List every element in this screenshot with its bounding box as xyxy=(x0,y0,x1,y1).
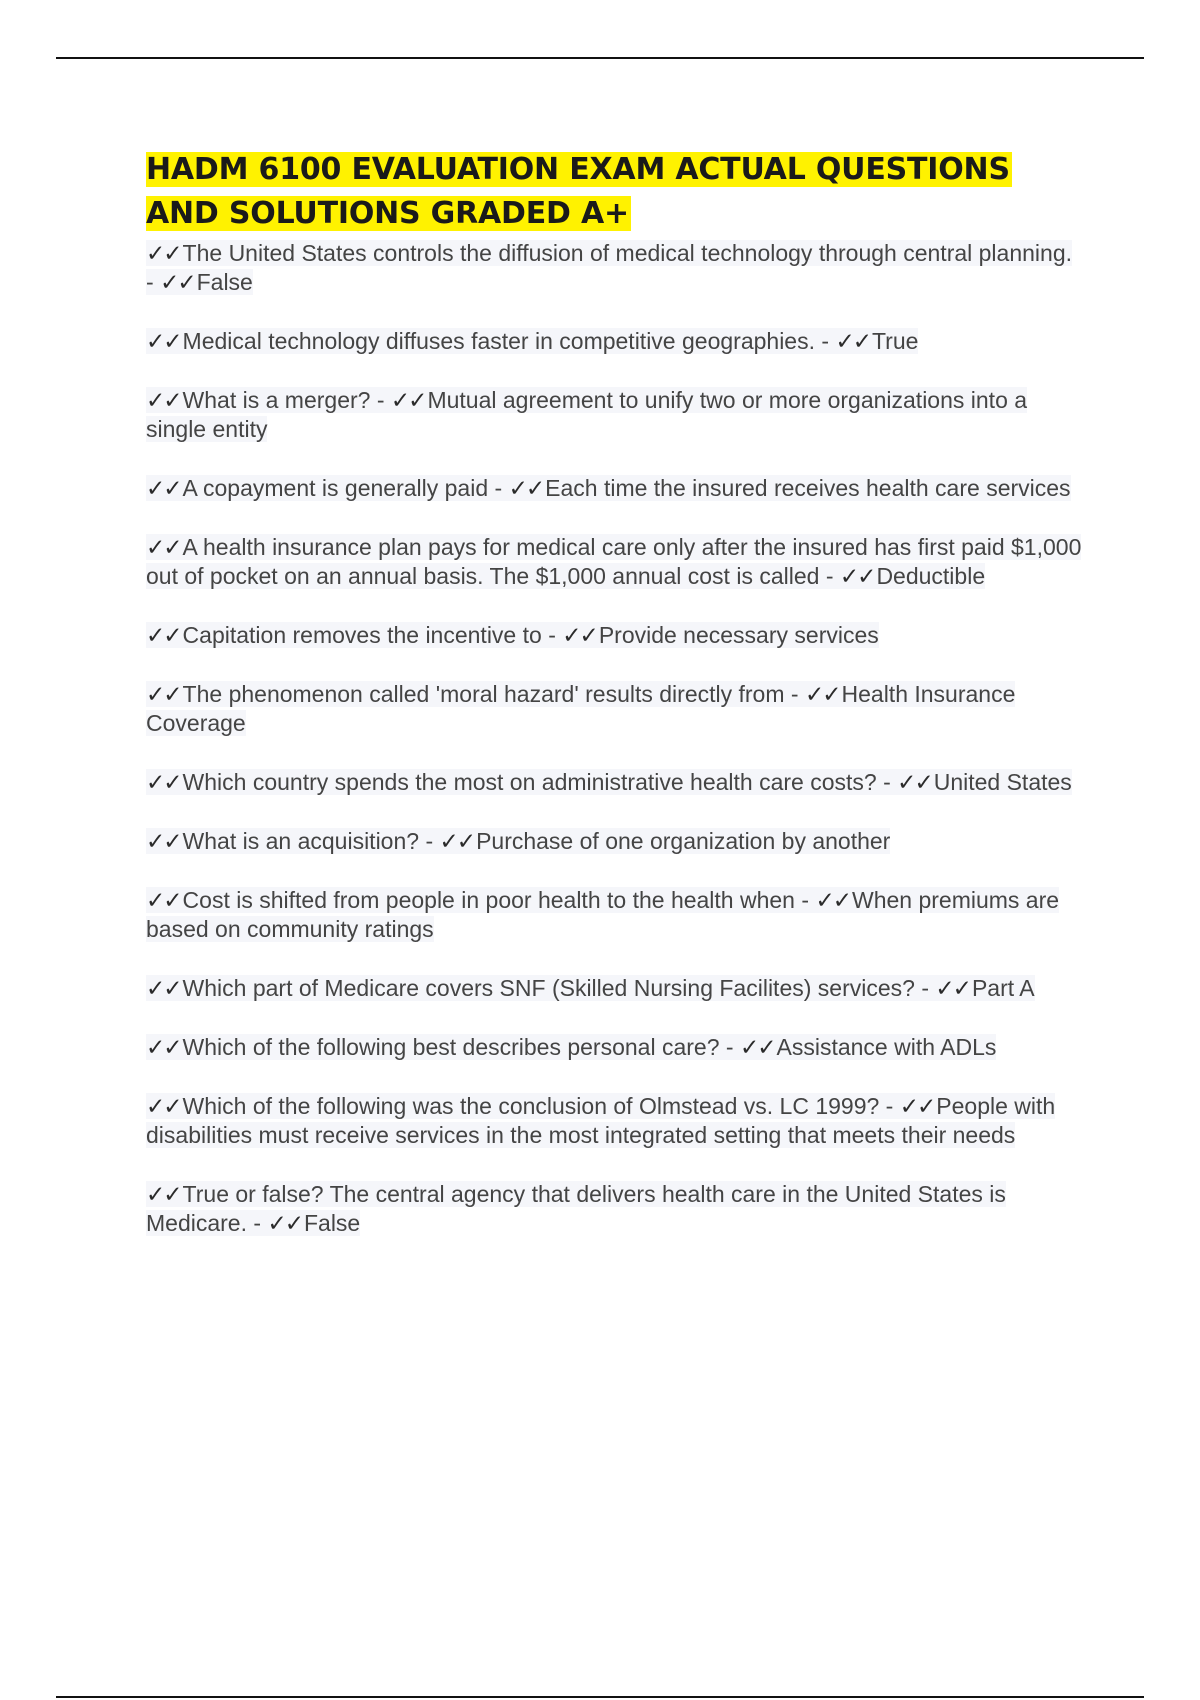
qa-item-text xyxy=(146,887,1059,942)
double-check-icon: ✓✓ xyxy=(935,975,970,1001)
qa-item xyxy=(146,827,1086,856)
qa-item-text xyxy=(146,681,1015,736)
qa-item xyxy=(146,386,1086,444)
qa-item xyxy=(146,1033,1086,1062)
qa-separator: - xyxy=(488,475,509,501)
double-check-icon: ✓✓ xyxy=(160,269,195,295)
double-check-icon: ✓✓ xyxy=(839,563,875,589)
qa-answer: People with disabilities must receive services in the most integrated setting that meets their needs xyxy=(146,1093,1056,1148)
double-check-icon: ✓✓ xyxy=(739,1034,775,1060)
qa-question: Which of the following was the conclusion of Olmstead vs. LC 1999? xyxy=(182,1093,880,1119)
qa-item-text xyxy=(146,475,1071,501)
double-check-icon: ✓✓ xyxy=(146,828,181,854)
qa-question: Which of the following best describes personal care? xyxy=(182,1034,720,1060)
double-check-icon: ✓✓ xyxy=(146,1034,181,1060)
qa-answer: Deductible xyxy=(876,563,986,589)
double-check-icon: ✓✓ xyxy=(146,240,181,266)
qa-item xyxy=(146,533,1086,591)
qa-question: The United States controls the diffusion of medical technology through central planning. xyxy=(182,240,1072,266)
qa-separator: - xyxy=(370,387,391,413)
double-check-icon: ✓✓ xyxy=(804,681,840,707)
qa-question: Medical technology diffuses faster in competitive geographies. xyxy=(182,328,815,354)
double-check-icon: ✓✓ xyxy=(439,828,475,854)
qa-separator: - xyxy=(819,563,840,589)
qa-separator: - xyxy=(541,622,563,648)
double-check-icon: ✓✓ xyxy=(897,769,932,795)
qa-question: Which country spends the most on administrative health care costs? xyxy=(182,769,877,795)
qa-item xyxy=(146,680,1086,738)
qa-question: What is a merger? xyxy=(182,387,371,413)
qa-item-text xyxy=(146,622,879,648)
qa-separator: - xyxy=(814,328,836,354)
qa-answer: When premiums are based on community ratings xyxy=(146,887,1060,942)
double-check-icon: ✓✓ xyxy=(146,975,181,1001)
double-check-icon: ✓✓ xyxy=(146,769,181,795)
qa-item-text xyxy=(146,240,1072,295)
qa-item-text xyxy=(146,975,1035,1001)
qa-answer: Part A xyxy=(971,975,1035,1001)
double-check-icon: ✓✓ xyxy=(562,622,597,648)
document-title-text: HADM 6100 EVALUATION EXAM ACTUAL QUESTIONS AND SOLUTIONS GRADED A+ xyxy=(146,152,1010,231)
qa-answer: Provide necessary services xyxy=(598,622,879,648)
qa-separator: - xyxy=(246,1210,268,1236)
qa-separator: - xyxy=(876,769,898,795)
qa-answer: True xyxy=(871,328,919,354)
qa-item xyxy=(146,1092,1086,1150)
document-body xyxy=(146,148,1086,1268)
qa-separator: - xyxy=(784,681,805,707)
bottom-rule xyxy=(56,1696,1144,1698)
qa-question: A health insurance plan pays for medical care only after the insured has first paid $1,000 out of pocket on an annual basis. The $1,000 annual cost is called xyxy=(146,534,1082,589)
qa-item-text xyxy=(146,534,1081,589)
qa-item xyxy=(146,621,1086,650)
qa-separator: - xyxy=(146,269,161,295)
qa-answer: Health Insurance Coverage xyxy=(146,681,1016,736)
qa-answer: False xyxy=(196,269,253,295)
qa-question: True or false? The central agency that delivers health care in the United States is Medicare. xyxy=(146,1181,1006,1236)
qa-item xyxy=(146,886,1086,944)
double-check-icon: ✓✓ xyxy=(146,534,181,560)
double-check-icon: ✓✓ xyxy=(146,1093,181,1119)
qa-item xyxy=(146,474,1086,503)
double-check-icon: ✓✓ xyxy=(146,622,181,648)
qa-item-text xyxy=(146,769,1072,795)
document-title xyxy=(146,148,1086,236)
qa-item xyxy=(146,1180,1086,1238)
double-check-icon: ✓✓ xyxy=(146,387,181,413)
qa-answer: Each time the insured receives health care services xyxy=(545,475,1071,501)
qa-answer: Mutual agreement to unify two or more organizations into a single entity xyxy=(146,387,1028,442)
qa-separator: - xyxy=(419,828,440,854)
double-check-icon: ✓✓ xyxy=(146,475,181,501)
double-check-icon: ✓✓ xyxy=(899,1093,935,1119)
double-check-icon: ✓✓ xyxy=(267,1210,302,1236)
top-rule xyxy=(56,57,1144,59)
qa-item-text xyxy=(146,1093,1055,1148)
double-check-icon: ✓✓ xyxy=(508,475,544,501)
qa-item-text xyxy=(146,1181,1006,1236)
double-check-icon: ✓✓ xyxy=(146,887,181,913)
qa-answer: United States xyxy=(933,769,1072,795)
qa-item-text xyxy=(146,387,1027,442)
qa-question: Which part of Medicare covers SNF (Skilled Nursing Facilites) services? xyxy=(182,975,915,1001)
qa-answer: False xyxy=(303,1210,361,1236)
double-check-icon: ✓✓ xyxy=(146,681,181,707)
qa-item xyxy=(146,239,1086,297)
qa-answer: Purchase of one organization by another xyxy=(476,828,891,854)
qa-question: Cost is shifted from people in poor health to the health when xyxy=(182,887,795,913)
double-check-icon: ✓✓ xyxy=(146,328,181,354)
double-check-icon: ✓✓ xyxy=(835,328,870,354)
qa-question: The phenomenon called 'moral hazard' results directly from xyxy=(182,681,785,707)
qa-item-text xyxy=(146,828,890,854)
qa-separator: - xyxy=(719,1034,740,1060)
qa-separator: - xyxy=(879,1093,900,1119)
double-check-icon: ✓✓ xyxy=(146,1181,181,1207)
qa-item xyxy=(146,974,1086,1003)
qa-question: Capitation removes the incentive to xyxy=(182,622,542,648)
qa-question: What is an acquisition? xyxy=(182,828,420,854)
double-check-icon: ✓✓ xyxy=(815,887,850,913)
qa-answer: Assistance with ADLs xyxy=(776,1034,997,1060)
qa-item xyxy=(146,768,1086,797)
double-check-icon: ✓✓ xyxy=(390,387,426,413)
qa-item xyxy=(146,327,1086,356)
qa-separator: - xyxy=(794,887,816,913)
qa-item-text xyxy=(146,328,918,354)
qa-question: A copayment is generally paid xyxy=(182,475,489,501)
qa-item-text xyxy=(146,1034,996,1060)
qa-separator: - xyxy=(914,975,936,1001)
qa-list xyxy=(146,239,1086,1238)
